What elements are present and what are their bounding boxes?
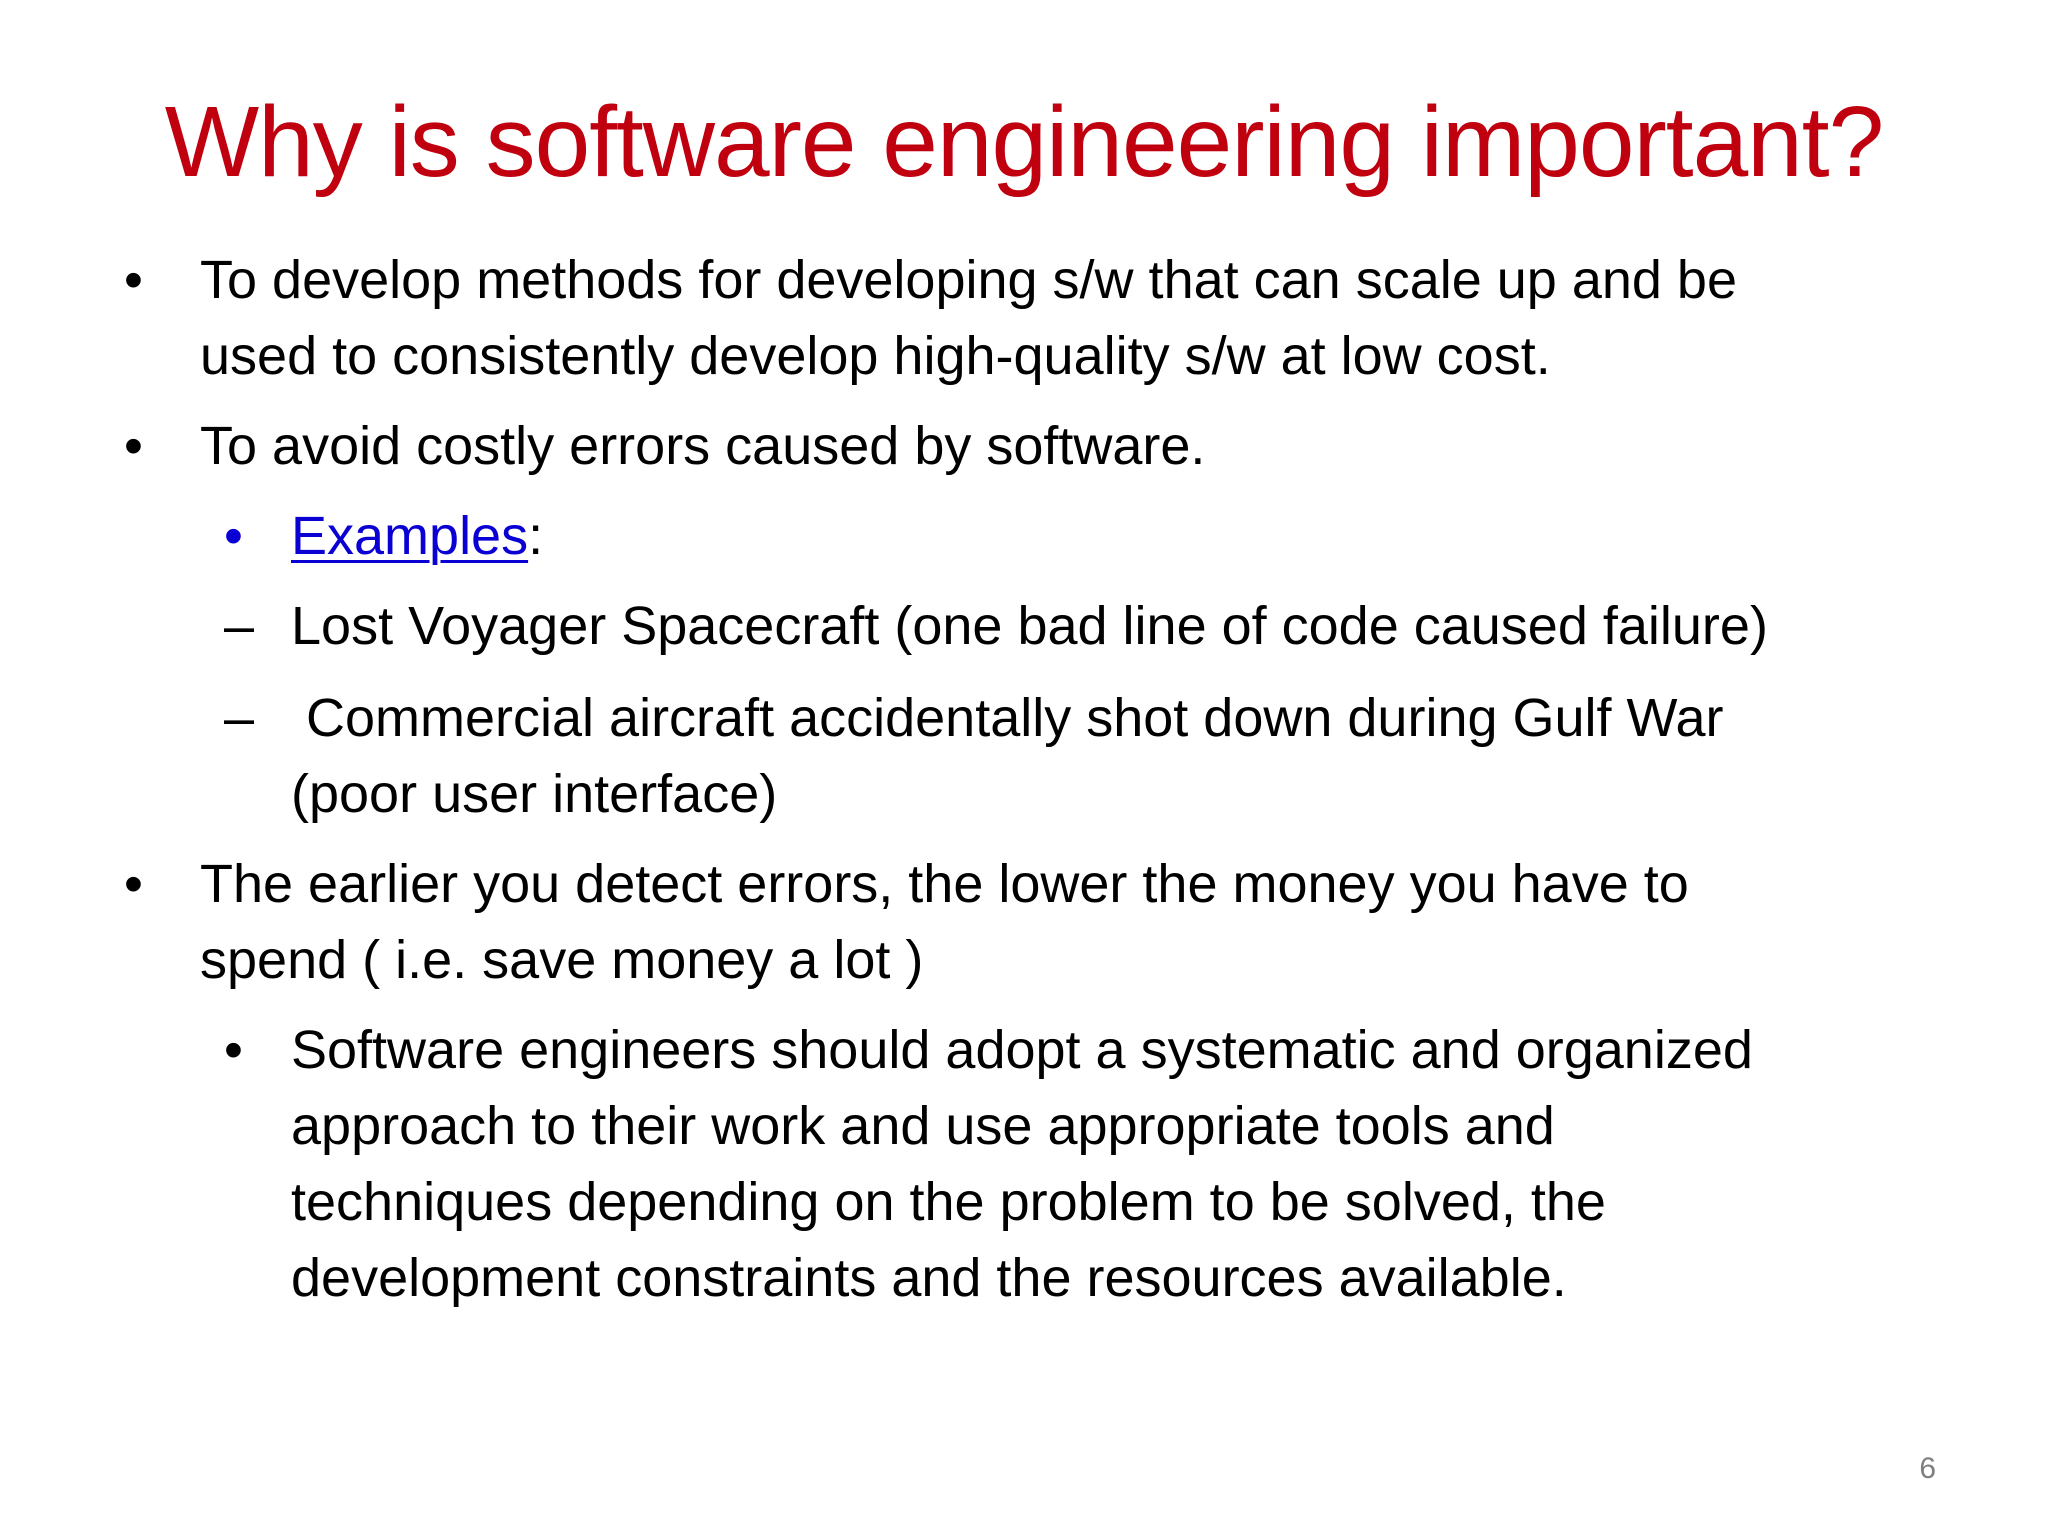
- sub-bullet-marker: •: [224, 506, 243, 566]
- bullet-text: spend ( i.e. save money a lot ): [200, 930, 924, 990]
- bullet-marker: •: [124, 250, 143, 310]
- sub-bullet-text: techniques depending on the problem to be solved, the: [291, 1172, 1606, 1232]
- bullet-marker: •: [124, 854, 143, 914]
- sub-bullet-text: approach to their work and use appropriate tools and: [291, 1096, 1555, 1156]
- sub-bullet-text: Software engineers should adopt a systematic and organized: [291, 1020, 1753, 1080]
- dash-text: (poor user interface): [291, 764, 778, 824]
- examples-colon: :: [528, 506, 544, 566]
- page-number: 6: [1919, 1452, 1936, 1485]
- dash-text: Lost Voyager Spacecraft (one bad line of code caused failure): [291, 596, 1768, 656]
- sub-bullet-marker: •: [224, 1020, 243, 1080]
- bullet-text: To avoid costly errors caused by software.: [200, 416, 1206, 476]
- examples-item: [291, 498, 543, 574]
- examples-link[interactable]: Examples: [291, 506, 529, 566]
- bullet-text: To develop methods for developing s/w that can scale up and be: [200, 250, 1737, 310]
- dash-marker: –: [224, 596, 255, 656]
- bullet-marker: •: [124, 416, 143, 476]
- sub-bullet-text: development constraints and the resources available.: [291, 1248, 1567, 1308]
- dash-text: Commercial aircraft accidentally shot down during Gulf War: [291, 688, 1724, 748]
- bullet-text: used to consistently develop high-quality s/w at low cost.: [200, 326, 1551, 386]
- dash-marker: –: [224, 688, 255, 748]
- bullet-text: The earlier you detect errors, the lower the money you have to: [200, 854, 1689, 914]
- slide-title: Why is software engineering important?: [164, 86, 1884, 198]
